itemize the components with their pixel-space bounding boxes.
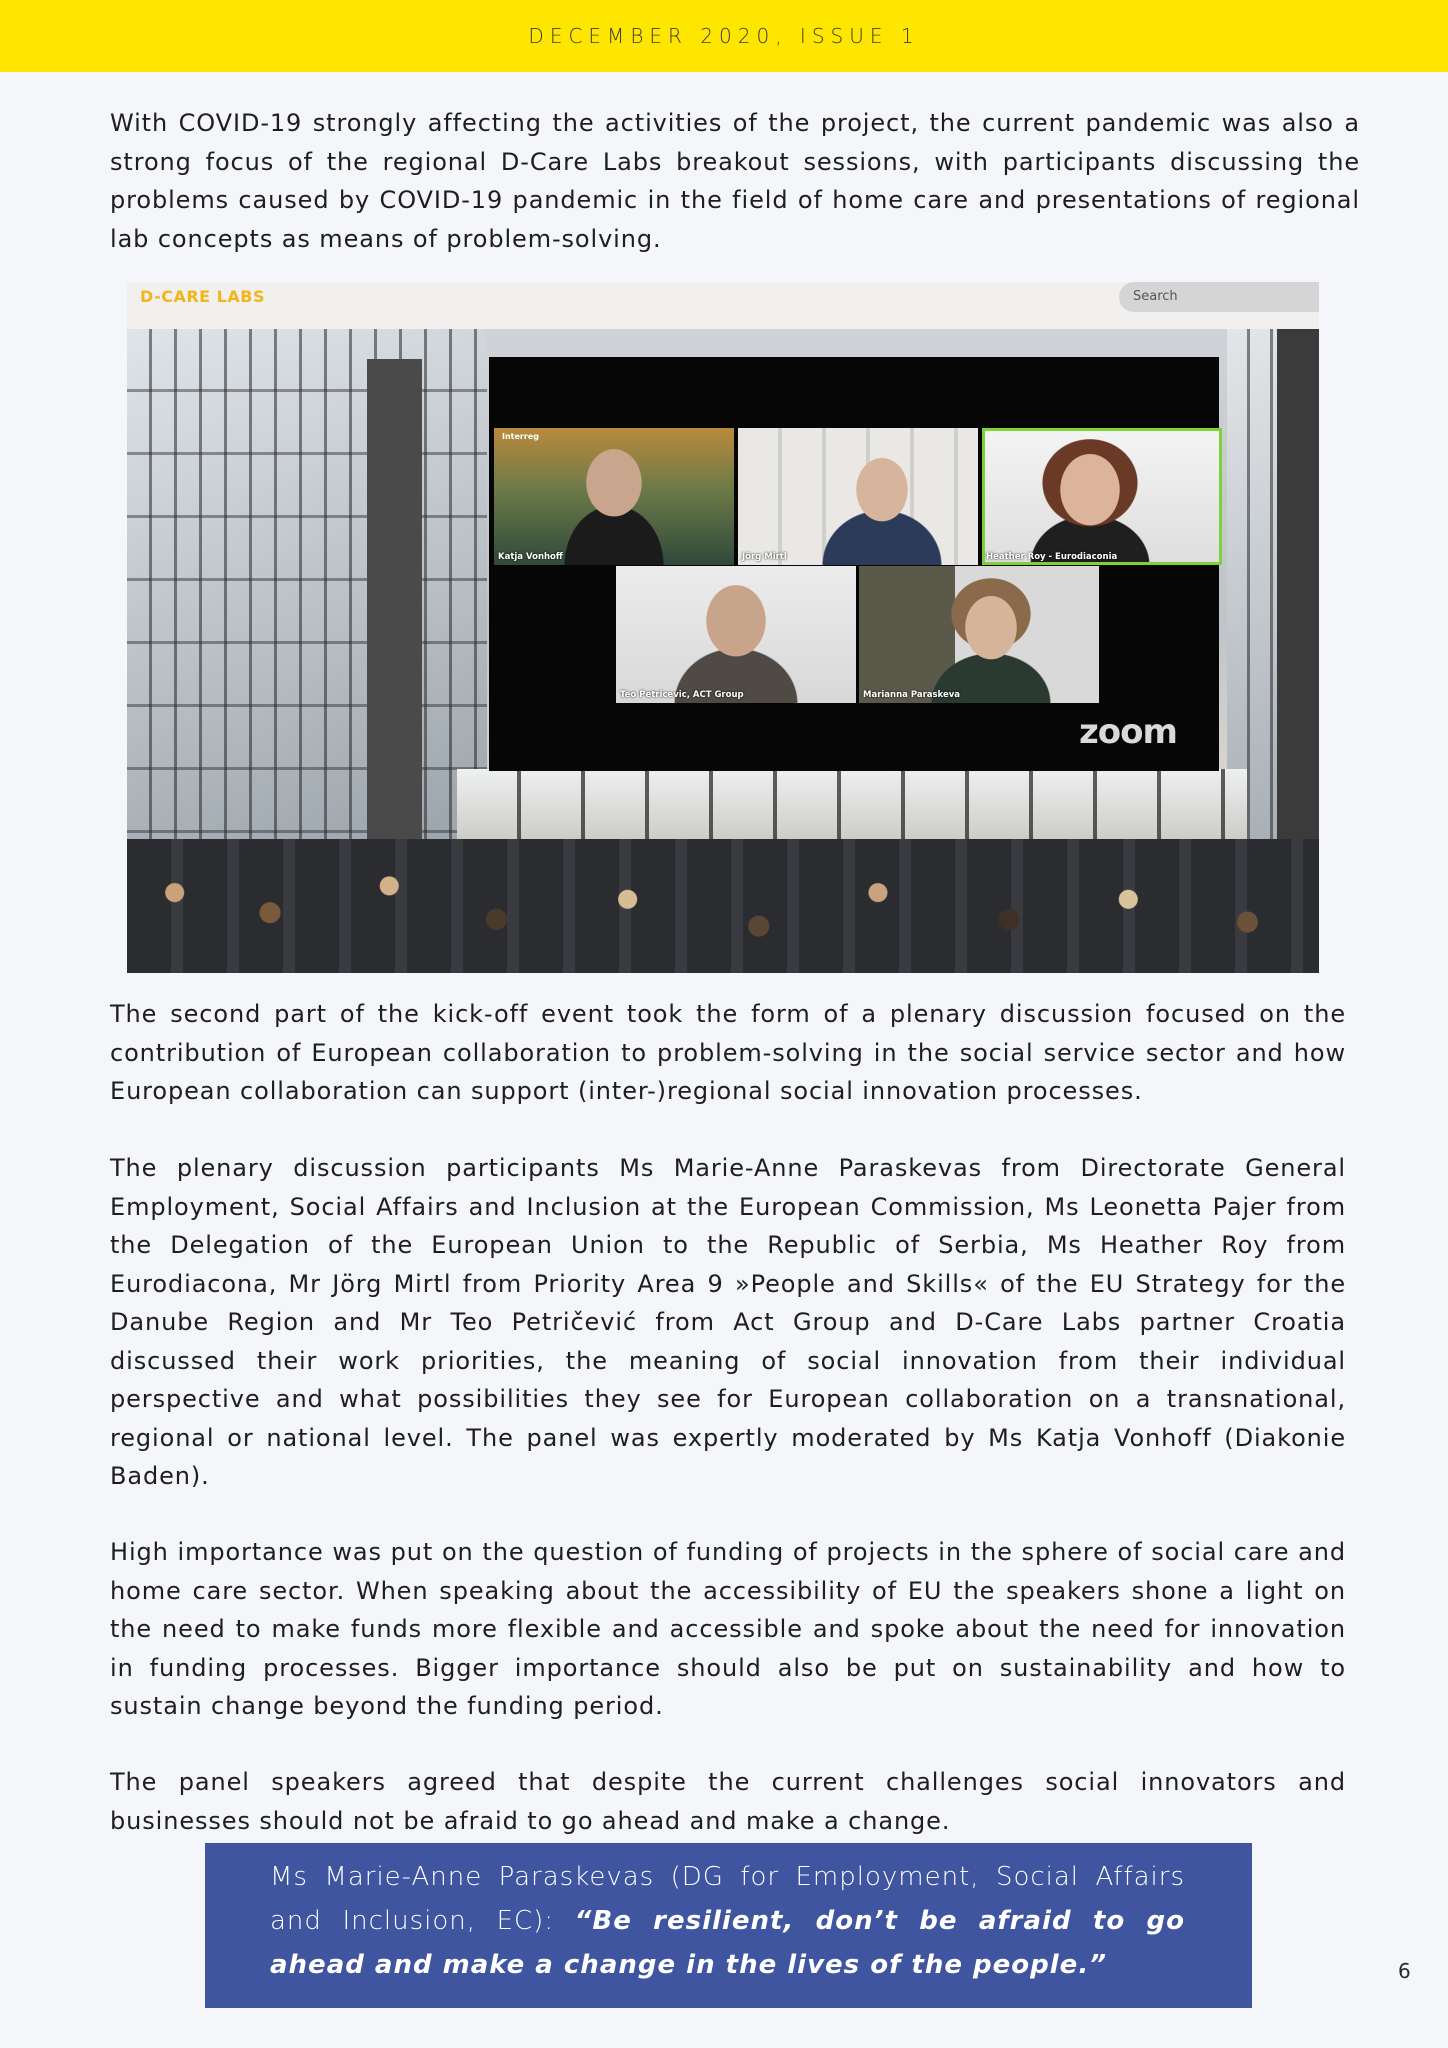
video-tile	[738, 428, 978, 565]
participant-name: Heather Roy - Eurodiaconia	[986, 552, 1118, 562]
interreg-badge: Interreg	[502, 432, 539, 441]
paragraph-funding: High importance was put on the question of funding of projects in the sphere of social care and home care sector. When speaking about the accessibility of EU the speakers shone a light on the need to make funds more flexible and accessible and spoke about the need for innovation in funding processes. Bigger importance should also be put on sustainability and how to sustain change beyond the funding period.	[110, 1538, 1346, 1720]
hall-pillar-left	[367, 359, 422, 859]
hall-back-windows	[457, 769, 1247, 849]
paragraph-participants: The plenary discussion participants Ms Marie-Anne Paraskevas from Directorate General Employment, Social Affairs and Inclusion at the European Commission, Ms Leonetta Pajer from the Delegation of the European Union to the Republic of Serbia, Ms Heather Roy from Eurodiacona, Mr Jörg Mirtl from Priority Area 9 »People and Skills« of the EU Strategy for the Danube Region and Mr Teo Petričević from Act Group and D-Care Labs partner Croatia discussed their work priorities, the meaning of social innovation from their individual perspective and what possibilities they see for European collaboration on a transnational, regional or national level. The panel was expertly moderated by Ms Katja Vonhoff (Diakonie Baden).	[110, 1154, 1346, 1490]
video-tile-active-speaker	[982, 428, 1222, 565]
paragraph-plenary: The second part of the kick-off event took the form of a plenary discussion focused on the contribution of European collaboration to problem-solving in the social service sector and how European collaboration can support (inter-)regional social innovation processes.	[110, 1000, 1346, 1105]
participant-name: Katja Vonhoff	[498, 552, 563, 562]
screenshot-brand: D-CARE LABS	[140, 287, 265, 306]
event-screenshot	[127, 282, 1319, 973]
video-tile	[616, 566, 856, 703]
virtual-hall	[127, 329, 1319, 973]
hall-audience	[127, 839, 1319, 973]
video-tile	[859, 566, 1099, 703]
quote-box	[205, 1843, 1252, 2008]
issue-label: DECEMBER 2020, ISSUE 1	[528, 24, 920, 48]
paragraph-conclusion: The panel speakers agreed that despite the current challenges social innovators and businesses should not be afraid to go ahead and make a change.	[110, 1768, 1346, 1835]
screenshot-topbar	[127, 282, 1319, 329]
hall-pillar-right	[1277, 329, 1319, 849]
participant-name: Marianna Paraskeva	[863, 690, 961, 700]
quote-text	[270, 1855, 1185, 1987]
page-number: 6	[1398, 1959, 1411, 1983]
hall-window-left	[127, 329, 487, 849]
paragraph-covid: With COVID-19 strongly affecting the activities of the project, the current pandemic was also a strong focus of the regional D-Care Labs breakout sessions, with participants discussing the problems caused by COVID-19 pandemic in the field of home care and presentations of regional lab concepts as means of problem-solving.	[110, 109, 1360, 253]
zoom-logo: zoom	[1079, 712, 1177, 752]
quote-speaker: Ms Marie-Anne Paraskevas (DG for Employment, Social Affairs and Inclusion, EC):	[270, 1862, 1185, 1936]
video-tile	[494, 428, 734, 565]
participant-name: Teo Petricevic, ACT Group	[620, 690, 744, 700]
quote-statement: “Be resilient, don’t be afraid to go ahead and make a change in the lives of the people.”	[270, 1906, 1186, 1980]
zoom-screen	[489, 357, 1219, 771]
header-band	[0, 0, 1448, 72]
screenshot-search-field: Search	[1119, 282, 1319, 312]
participant-name: Jörg Mirtl	[742, 552, 787, 562]
